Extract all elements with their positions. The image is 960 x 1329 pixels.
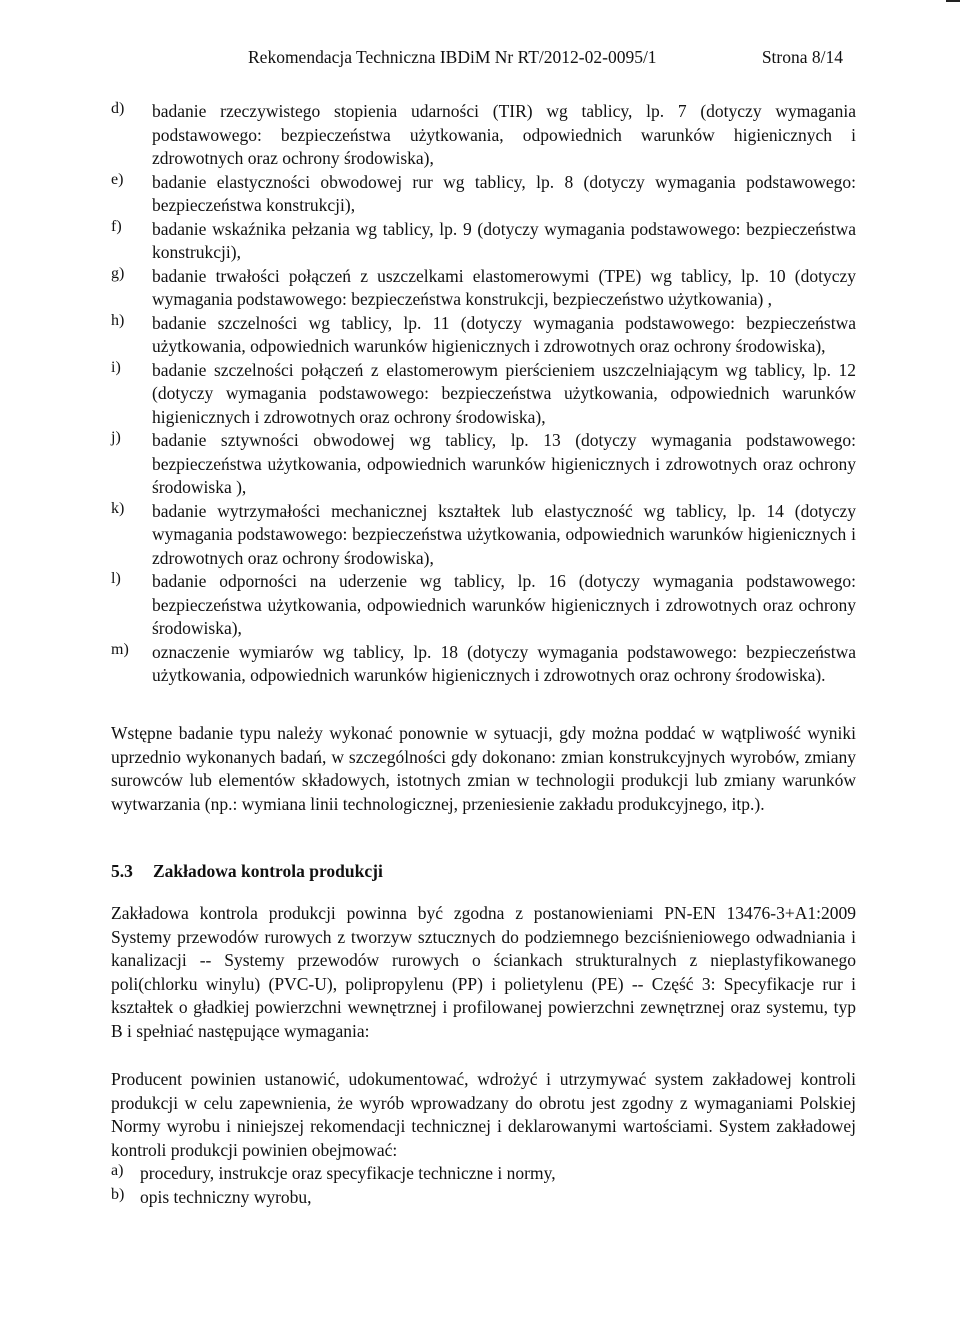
fpc-list: [111, 1162, 856, 1209]
list-item-label: h): [111, 311, 125, 329]
list-item-text: procedury, instrukcje oraz specyfikacje techniczne i normy,: [140, 1163, 556, 1183]
list-item: [111, 641, 856, 688]
list-item-text: badanie wskaźnika pełzania wg tablicy, lp. 9 (dotyczy wymagania podstawowego: bezpieczeństwa konstrukcji),: [152, 218, 856, 262]
list-item: [111, 1162, 856, 1186]
list-item-text: badanie rzeczywistego stopienia udarności (TIR) wg tablicy, lp. 7 (dotyczy wymagania podstawowego: bezpieczeństwa użytkowania, odpowiednich warunków higienicznych i zdrowotnych oraz ochrony środowiska),: [152, 101, 856, 168]
list-item-label: l): [111, 570, 121, 587]
list-item-label: i): [111, 358, 121, 376]
standard-paragraph: Zakładowa kontrola produkcji powinna być zgodna z postanowieniami PN-EN 13476-3+A1:2009 Systemy przewodów rurowych z tworzyw sztucznych do podziemnego bezciśnieniowego odwadniania i kanalizacji -- Systemy przewodów rurowych o ściankach strukturalnych z nieplastyfikowanego poli(chlorku winylu) (PVC-U), polipropylenu (PP) i polietylenu (PE) -- Część 3: Specyfikacje rur i kształtek o gładkiej powierzchni wewnętrznej i profilowanej powierzchni zewnętrznej oraz systemu, typ B i spełniać następujące wymagania:: [111, 903, 856, 1041]
retest-paragraph: Wstępne badanie typu należy wykonać ponownie w sytuacji, gdy można poddać w wątpliwość wyniki uprzednio wykonanych badań, w szczególności gdy dokonano: zmian konstrukcyjnych wyrobów, zmiany surowców lub elementów składowych, istotnych zmian w technologii produkcji lub zmiany warunków wytwarzania (np.: wymiana linii technologicznej, przeniesienie zakładu produkcyjnego, itp.).: [111, 723, 856, 814]
list-item-label: d): [111, 100, 125, 117]
list-item-text: badanie sztywności obwodowej wg tablicy, lp. 13 (dotyczy wymagania podstawowego: bezpieczeństwa użytkowania, odpowiednich warunków higienicznych i zdrowotnych oraz ochrony środowiska ),: [152, 430, 856, 497]
list-item-text: badanie odporności na uderzenie wg tablicy, lp. 16 (dotyczy wymagania podstawowego: bezpieczeństwa użytkowania, odpowiednich warunków higienicznych i zdrowotnych oraz ochrony środowiska),: [152, 571, 856, 638]
list-item-label: a): [111, 1162, 124, 1179]
list-item-text: oznaczenie wymiarów wg tablicy, lp. 18 (dotyczy wymagania podstawowego: bezpieczeństwa użytkowania, odpowiednich warunków higienicznych i zdrowotnych oraz ochrony środowiska).: [152, 641, 856, 685]
list-item-text: opis techniczny wyrobu,: [140, 1186, 312, 1207]
list-item-label: g): [111, 264, 125, 282]
list-item-label: f): [111, 217, 122, 235]
list-item-text: badanie wytrzymałości mechanicznej kształtek lub elastyczność wg tablicy, lp. 14 (dotyczy wymagania podstawowego: bezpieczeństwa użytkowania, odpowiednich warunków higienicznych i zdrowotnych oraz ochrony środowiska),: [152, 500, 856, 568]
list-item: [111, 500, 856, 571]
section-heading: [111, 860, 383, 882]
list-item: [111, 171, 856, 218]
test-list: [111, 100, 856, 688]
list-item: [111, 359, 856, 430]
list-item-text: badanie trwałości połączeń z uszczelkami elastomerowymi (TPE) wg tablicy, lp. 10 (dotyczy wymagania podstawowego: bezpieczeństwa konstrukcji, bezpieczeństwo użytkowania) ,: [152, 265, 856, 309]
list-item-label: e): [111, 170, 124, 188]
list-item: [111, 100, 856, 171]
header-title: Rekomendacja Techniczna IBDiM Nr RT/2012-02-0095/1: [248, 47, 657, 67]
list-item: [111, 1186, 856, 1210]
list-item-label: k): [111, 499, 125, 517]
list-item-text: badanie szczelności wg tablicy, lp. 11 (dotyczy wymagania podstawowego: bezpieczeństwa użytkowania, odpowiednich warunków higienicznych i zdrowotnych oraz ochrony środowiska),: [152, 312, 856, 356]
list-item: [111, 570, 856, 641]
list-item-label: m): [111, 640, 129, 658]
list-item-text: badanie elastyczności obwodowej rur wg tablicy, lp. 8 (dotyczy wymagania podstawowego: bezpieczeństwa konstrukcji),: [152, 171, 856, 215]
list-item-label: b): [111, 1185, 125, 1203]
producer-paragraph: Producent powinien ustanowić, udokumentować, wdrożyć i utrzymywać system zakładowej kontroli produkcji w celu zapewnienia, że wyrób wprowadzany do obrotu jest zgodny z wymaganiami Polskiej Normy wyrobu i niniejszej rekomendacji technicznej i deklarowanymi wartościami. System zakładowej kontroli produkcji powinien obejmować:: [111, 1069, 856, 1160]
list-item: [111, 218, 856, 265]
scan-corner-mark: [946, 0, 960, 2]
list-item-label: j): [111, 429, 121, 446]
list-item: [111, 265, 856, 312]
section-title: Zakładowa kontrola produkcji: [153, 861, 383, 881]
header-page-number: Strona 8/14: [761, 47, 843, 67]
list-item-text: badanie szczelności połączeń z elastomerowym pierścieniem uszczelniającym wg tablicy, lp. 12 (dotyczy wymagania podstawowego: bezpieczeństwa użytkowania, odpowiednich warunków higienicznych i zdrowotnych oraz ochrony środowiska),: [152, 359, 856, 427]
section-number: 5.3: [111, 861, 133, 881]
list-item: [111, 312, 856, 359]
list-item: [111, 429, 856, 500]
